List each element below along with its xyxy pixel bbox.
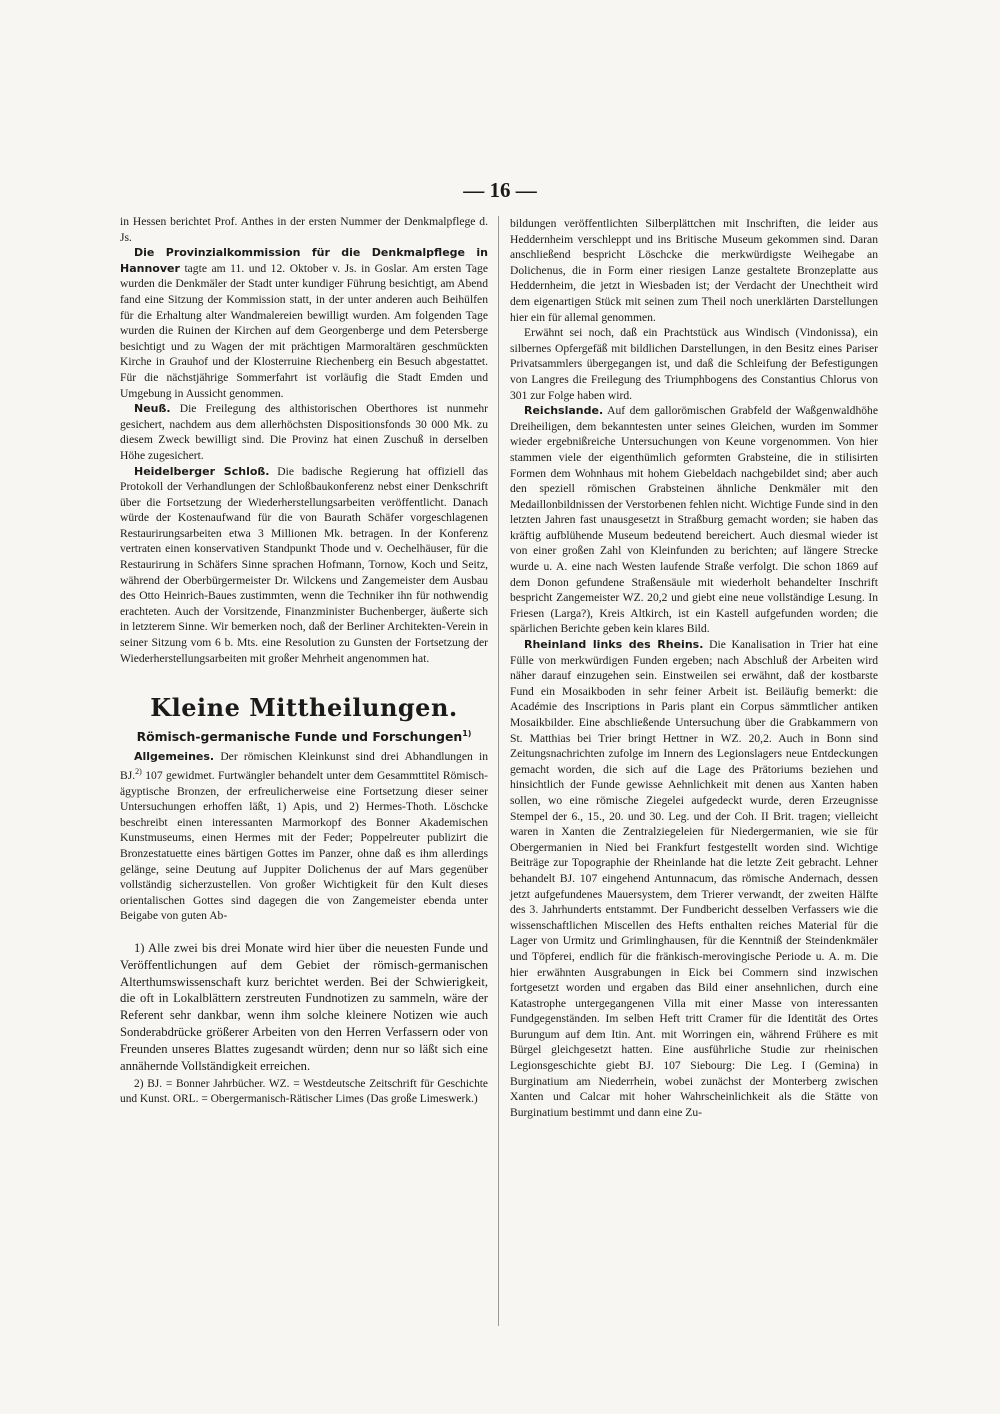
heading-neuss: Neuß. bbox=[134, 402, 171, 416]
footnote-1: 1) Alle zwei bis drei Monate wird hier über die neuesten Funde und Veröffentlichungen auf dem Gebiet der römisch-germanischen Alterthumswissenschaft kurz berichtet werden. Bei der Schwierigkeit, die oft in Lokalblättern zerstreuten Fundnotizen zu sammeln, wäre der Referent sehr dankbar, wenn ihm solche kleinere Notizen wie auch Sonderabdrücke größerer Arbeiten von den Herren Verfassern oder von Freunden unseres Blattes zugesandt würden; denn nur so läßt sich eine annähernde Vollständigkeit erreichen. bbox=[120, 940, 488, 1073]
text-heidelberg: Die badische Regierung hat offiziell das Protokoll der Verhandlungen der Schloßbaukonferenz nebst einer Denkschrift über die Fortsetzung der Wiederherstellungsarbeiten veröffentlicht. Danach würde der Kostenaufwand für die von Baurath Schäfer vorgeschlagenen Restaurirungsarbeiten etwa 3 Millionen Mk. betragen. In der Konferenz vertraten einen konservativen Standpunkt Thode und v. Oechelhäuser, für die Restaurirung in Schäfers Sinne sprachen Hofmann, Tornow, Koch und Seitz, während der Oberbürgermeister Dr. Wilckens und Zangemeister dem Ausbau des Otto Heinrich-Baues zustimmten, wenn die Techniker ihn für nothwendig erachteten. Auch der Vorsitzende, Finanzminister Buchenberger, äußerte sich in letzterem Sinne. Wir bemerken noch, daß der Berliner Architekten-Verein in seiner Sitzung vom 6 b. Mts. eine Resolution zu Gunsten der Fortsetzung der Wiederherstellungsarbeiten mit großer Mehrheit angenommen hat. bbox=[120, 464, 488, 665]
right-column bbox=[510, 216, 878, 1120]
paragraph-rheinland bbox=[510, 637, 878, 1120]
text-reichslande: Auf dem gallorömischen Grabfeld der Waßgenwaldhöhe Dreiheiligen, dem bekanntesten unter seines Gleichen, wurden im Sommer wieder ergebnißreiche Untersuchungen von Keune vorgenommen. Von hier stammen viele der eigenthümlich geformten Grabsteine, die in stilisirten Formen dem Wohnhaus mit hohem Giebeldach nachgebildet sind; aber auch den speziell römischen Grabsteinen ähnliche Denkmäler mit den Medaillonbildnissen der Verstorbenen fehlen nicht. Wichtige Funde sind in den letzten Jahren fast unausgesetzt in Straßburg gemacht worden; sie haben das kräftig aufblühende Museum bedeutend bereichert. Auch diesmal wieder ist von einer großen Zahl von Kleinfunden zu berichten; auf längere Strecke wurde u. A. eine nach Westen laufende Straße verfolgt. Die schon 1869 auf dem Donon gefundene Straßensäule mit wiederholt behandelter Inschrift bespricht Zangemeister WZ. 20,2 und giebt eine neue vollständige Lesung. In Friesen (Larga?), Kreis Altkirch, ist ein Kastell aufgefunden worden; die spärlichen Berichte geben kein klares Bild. bbox=[510, 404, 878, 636]
section-title: Kleine Mittheilungen. bbox=[150, 693, 458, 723]
heading-reichslande: Reichslande. bbox=[524, 404, 604, 418]
footnotes bbox=[120, 940, 488, 1107]
paragraph-hannover bbox=[120, 245, 488, 401]
paragraph-reichslande bbox=[510, 403, 878, 637]
text-allgemeines-b: 107 gewidmet. Furtwängler behandelt unter dem Gesammttitel Römisch-ägyptische Bronzen, der erfreulicherweise eine Fortsetzung dieser seiner Untersuchungen erhoffen läßt, 1) Apis, und 2) Hermes-Thoth. Löschcke beschreibt einen interessanten Marmorkopf des Bonner Akademischen Kunstmuseums, einen Hermes mit der Feder; Poppelreuter publizirt die Bronzestatuette eines bärtigen Gottes im Panzer, ohne daß es ihm allerdings gelänge, seine Deutung auf Juppiter Dolichenus der auf Mars gegenüber vollständig sicherzustellen. Von großer Wichtigkeit für den Kult dieses orientalischen Gottes sind dagegen die von Zangemeister ebenda unter Beigabe von guten Ab- bbox=[120, 768, 488, 923]
text-allgemeines-a: Der römischen Kleinkunst sind drei Abhandlungen in BJ. bbox=[120, 749, 489, 782]
heading-rheinland: Rheinland links des Rheins. bbox=[524, 638, 704, 652]
text-rheinland: Die Kanalisation in Trier hat eine Fülle von merkwürdigen Funden ergeben; nach Abschluß der Arbeiten wird näher darauf einzugehen sein. Einstweilen sei erwähnt, daß der kostbarste Fund ein Mosaikboden in sehr feiner Arbeit ist. Beiläufig bemerkt: die Académie des Inscriptions in Paris plant ein Corpus sämmtlicher antiken Mosaikbilder. Eine abschließende Untersuchung über die Grabkammern von St. Matthias bei Trier bringt Hettner in WZ. 20,2. Auch in Bonn sind Zeitungsnachrichten zufolge im Innern des Legionslagers neue Entdeckungen gemacht worden, die sich auf die Lage des Prätoriums beziehen und hinsichtlich der Funde gewisse Aehnlichkeit mit denen aus Xanten haben sollen, wo eine römische Ziegelei aufgedeckt wurde, deren Erzeugnisse Stempel der 6., 15., 20. und 30. Leg. und der Coh. II Brit. tragen; vielleicht waren in Xanten die Zentralziegeleien für Niedergermanien, wie sie für Obergermanien in Nied bei Frankfurt festgestellt worden sind. Wichtige Beiträge zur Topographie der Rheinlande hat die letzte Zeit gebracht. Lehner behandelt BJ. 107 eingehend Antunnacum, das römische Andernach, dessen jetzt aufgefundenes Mauersystem, dem Trierer verwandt, der zweiten Hälfte des 3. Jahrhunderts entstammt. Der Fundbericht desselben Verfassers wie die wissenschaftlichen Miscellen des Hefts enthalten reiches Material für die Lager von Urmitz und Grimlinghausen, für die Kenntniß der Steindenkmäler und Töpferei, endlich für die fränkisch-merovingische Periode u. A. m. Die hier erwähnten Ausgrabungen in Eick bei Commern sind inzwischen fortgesetzt worden und ergaben das Bild einer ansehnlichen, durch eine Katastrophe untergegangenen Villa mit einer Masse von interessanten Fundgegenständen. Im selben Heft tritt Cramer für die Identität des Ortes Burungum auf dem Itin. Ant. mit Worringen ein, während Frühere es mit Bürgel gleichgesetzt hatten. Eine ausführliche Studie zur rheinischen Legionsgeschichte giebt BJ. 107 Siebourg: Die Leg. I (Gemina) in Burginatium am Niederrhein, wobei zunächst der Monterberg zwischen Xanten und Calcar mit hoher Wahrscheinlichkeit als die Stätte von Burginatium bestimmt und dann eine Zu- bbox=[510, 638, 878, 1119]
heading-heidelberg: Heidelberger Schloß. bbox=[134, 464, 270, 478]
paragraph-heidelberg bbox=[120, 464, 488, 667]
paragraph-neuss bbox=[120, 401, 488, 463]
subtitle-text: Römisch-germanische Funde und Forschungen bbox=[136, 728, 463, 744]
text-neuss: Die Freilegung des althistorischen Oberthores ist nunmehr gesichert, nachdem aus dem allerhöchsten Dispositionsfonds 30 000 Mk. zu diesem Zweck bewilligt sind. Die Provinz hat einen Zuschuß in derselben Höhe zugesichert. bbox=[120, 402, 489, 462]
heading-hannover: Die Provinzialkommission für die Denkmalpflege in Hannover bbox=[120, 246, 488, 275]
footnote-2: 2) BJ. = Bonner Jahrbücher. WZ. = Westdeutsche Zeitschrift für Geschichte und Kunst. ORL. = Obergermanisch-Rätischer Limes (Das große Limeswerk.) bbox=[120, 1078, 488, 1105]
paragraph-continuation: bildungen veröffentlichten Silberplättchen mit Inschriften, die leider aus Heddernheim verschleppt und ins Britische Museum gekommen sind. Daran anschließend bespricht Löschcke die merkwürdigste Weihegabe an Dolichenus, die in Form einer riesigen Lanze gestaltete Bronzeplatte aus Heddernheim, die jetzt in Wiesbaden ist; der Verdacht der Unechtheit wird dem eigenartigen Stück mit seinen zum Theil noch unerklärten Darstellungen hier ein für allemal genommen. bbox=[510, 217, 878, 324]
paragraph-windisch: Erwähnt sei noch, daß ein Prachtstück aus Windisch (Vindonissa), ein silbernes Opfergefäß mit bildlichen Darstellungen, in den Besitz eines Pariser Privatsammlers übergegangen ist, und daß die Schleifung der Befestigungen von Langres die Freilegung des Triumphbogens des Constantius Chlorus von 301 zur Folge haben wird. bbox=[510, 326, 878, 402]
section-subtitle bbox=[120, 726, 488, 745]
page-number: — 16 — bbox=[463, 178, 537, 202]
column-divider bbox=[498, 216, 499, 1326]
footnote-ref-2: 2) bbox=[135, 767, 142, 777]
paragraph-hessen-continued: in Hessen berichtet Prof. Anthes in der ersten Nummer der Denkmalpflege d. Js. bbox=[120, 215, 488, 244]
heading-allgemeines: Allgemeines. bbox=[134, 749, 215, 763]
left-column bbox=[120, 214, 488, 1106]
footnote-ref-1: 1) bbox=[462, 728, 472, 738]
paragraph-allgemeines bbox=[120, 749, 488, 924]
text-hannover: tagte am 11. und 12. Oktober v. Js. in Goslar. Am ersten Tage wurden die Denkmäler der Stadt unter kundiger Führung besichtigt, am Abend fand eine Sitzung der Kommission statt, in der unter anderen auch Beihülfen für die Erhaltung alter Wandmalereien bewilligt wurden. Am folgenden Tage wurden die Ruinen der Kirchen auf dem Georgenberge und dem Petersberge besichtigt und zu Wagen der mit prächtigen Marmoraltären geschmückten Kirche in Grauhof und der Klosterruine Riechenberg ein Besuch abgestattet. Für die nächstjährige Sommerfahrt ist vorläufig die Stadt Emden und Umgebung in Aussicht genommen. bbox=[120, 261, 488, 400]
